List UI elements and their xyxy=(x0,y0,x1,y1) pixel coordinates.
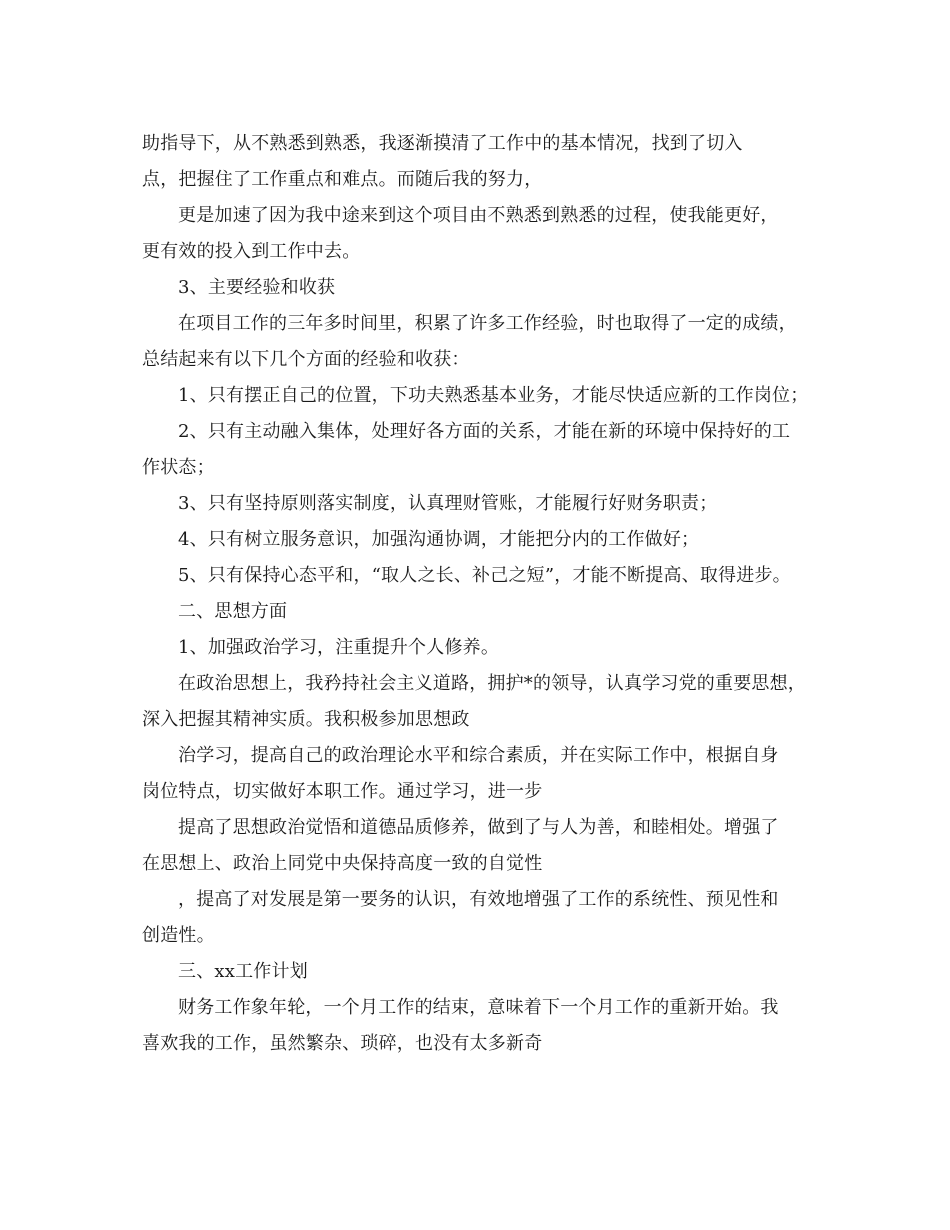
text-line: 治学习，提高自己的政治理论水平和综合素质，并在实际工作中，根据自身 xyxy=(178,745,779,766)
text-line: 更是加速了因为我中途来到这个项目由不熟悉到熟悉的过程，使我能更好， xyxy=(178,205,779,226)
text-line: 助指导下，从不熟悉到熟悉，我逐渐摸清了工作中的基本情况，找到了切入 xyxy=(142,133,743,154)
list-item: 3、只有坚持原则落实制度，认真理财管账，才能履行好财务职责； xyxy=(178,493,718,514)
section-heading: 三、xx工作计划 xyxy=(178,961,308,982)
text-line: 在政治思想上，我矜持社会主义道路，拥护*的领导，认真学习党的重要思想， xyxy=(178,673,806,694)
text-line: 岗位特点，切实做好本职工作。通过学习，进一步 xyxy=(142,781,543,802)
text-line: 提高了思想政治觉悟和道德品质修养，做到了与人为善，和睦相处。增强了 xyxy=(178,817,779,838)
text-line: 在思想上、政治上同党中央保持高度一致的自觉性 xyxy=(142,853,543,874)
text-line: 总结起来有以下几个方面的经验和收获： xyxy=(142,349,470,370)
section-heading: 二、思想方面 xyxy=(178,601,288,622)
text-line: 作状态； xyxy=(142,457,215,478)
text-line: 深入把握其精神实质。我积极参加思想政 xyxy=(142,709,470,730)
subsection-heading: 1、加强政治学习，注重提升个人修养。 xyxy=(178,637,500,658)
text-line: 更有效的投入到工作中去。 xyxy=(142,241,361,262)
text-line: 创造性。 xyxy=(142,925,215,946)
list-item: 1、只有摆正自己的位置，下功夫熟悉基本业务，才能尽快适应新的工作岗位； xyxy=(178,385,809,406)
list-item: 2、只有主动融入集体，处理好各方面的关系，才能在新的环境中保持好的工 xyxy=(178,421,791,442)
text-line: 喜欢我的工作，虽然繁杂、琐碎，也没有太多新奇 xyxy=(142,1033,543,1054)
text-line: 点，把握住了工作重点和难点。而随后我的努力， xyxy=(142,169,543,190)
text-line: 在项目工作的三年多时间里，积累了许多工作经验，时也取得了一定的成绩， xyxy=(178,313,797,334)
list-item: 4、只有树立服务意识，加强沟通协调，才能把分内的工作做好； xyxy=(178,529,700,550)
text-line: 财务工作象年轮，一个月工作的结束，意味着下一个月工作的重新开始。我 xyxy=(178,997,779,1018)
list-item: 5、只有保持心态平和，“取人之长、补己之短”，才能不断提高、取得进步。 xyxy=(178,565,791,586)
text-line: ，提高了对发展是第一要务的认识，有效地增强了工作的系统性、预见性和 xyxy=(178,889,779,910)
section-heading: 3、主要经验和收获 xyxy=(178,277,336,298)
